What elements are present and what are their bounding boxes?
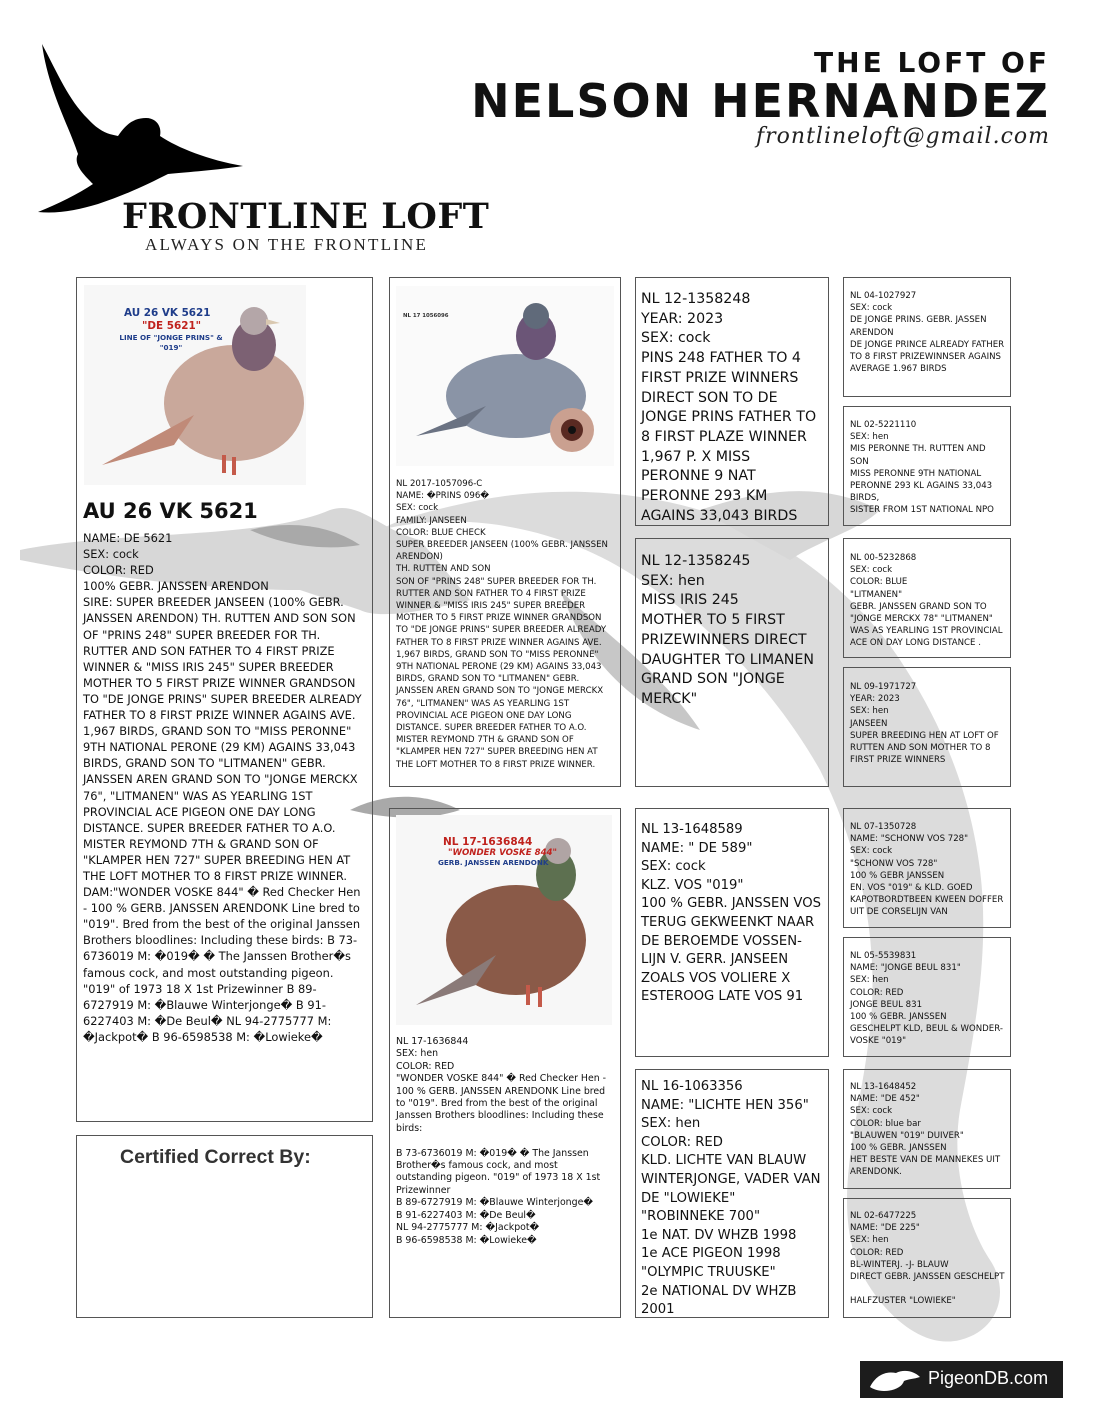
main-photo-label-line: LINE OF "JONGE PRINS" & "019" xyxy=(119,333,223,352)
brand-name: FRONTLINE LOFT xyxy=(122,196,490,237)
sire-sire-details: NL 12-1358248 YEAR: 2023 SEX: cock PINS 248 FATHER TO 4 FIRST PRIZE WINNERS DIRECT SON TO DE JONGE PRINS FATHER TO 8 FIRST PLAZE WINNER 1,967 P. X MISS PERONNE 9 NAT PERONNE 293 KM AGAINS 33,043 BIRDS xyxy=(641,291,817,524)
ggp-details-6: NL 05-5539831 NAME: "JONGE BEUL 831" SEX: hen COLOR: RED JONGE BEUL 831 100 % GEBR. JANSSEN GESCHELPT KLD, BEUL & WONDER-VOSKE "019" xyxy=(850,951,1003,1047)
dam-photo-label-ring: NL 17-1636844 xyxy=(443,836,533,848)
main-photo-label-name: "DE 5621" xyxy=(142,320,202,332)
ggp-details-7: NL 13-1648452 NAME: "DE 452" SEX: cock COLOR: blue bar "BLAUWEN "019" DUIVER" 100 % GEBR. JANSSEN HET BESTE VAN DE MANNEKES UIT ARENDONK. xyxy=(850,1082,1001,1178)
main-bird-title: AU 26 VK 5621 xyxy=(83,499,258,523)
main-bird-details: NAME: DE 5621 SEX: cock COLOR: RED 100% GEBR. JANSSEN ARENDON SIRE: SUPER BREEDER JANSEEN (100% GEBR. JANSSEN ARENDON) TH. RUTTEN AND SON SON OF "PRINS 248" SUPER BREEDER FOR TH. RUTTER AND SON FATHER TO 4 FIRST PRIZE WINNER & "MISS IRIS 245" SUPER BREEDER MOTHER TO 5 FIRST PRIZE WINNER GRANDSON TO "DE JONGE PRINS" SUPER BREEDER ALREADY FATHER TO 8 FIRST PRIZE WINNER AGAINS AVE. 1,967 BIRDS, GRAND SON TO "MISS PERONNE" 9TH NATIONAL PERONE (29 KM) AGAINS 33,043 BIRDS, GRAND SON TO "LITMANEN" GEBR. JANSSEN AREN GRAND SON TO "JONGE MERCKX 76", "LITMANEN" WAS AS YEARLING 1ST PROVINCIAL ACE PIGEON ONE DAY LONG DISTANCE. SUPER BREEDER FATHER TO A.O. MISTER REYMOND 7TH & GRAND SON OF "KLAMPER HEN 727" SUPER BREEDING HEN AT THE LOFT MOTHER TO 8 FIRST PRIZE WINNER. DAM:"WONDER VOSKE 844" � Red Checker Hen - 100 % GERB. JANSSEN ARENDONK Line bred to "019". Bred from the best of the original Janssen Brothers bloodlines: Including these birds: B 73-6736019 M: �019� � The Janssen Brother�s famous cock, and most outstanding pigeon. "019" of 1973 18 X 1st Prizewinner B 89-6727919 M: �Blauwe Winterjonge� B 91-6227403 M: �De Beul� NL 94-2775777 M: �Jackpot� B 96-6598538 M: �Lowieke� xyxy=(83,531,362,1044)
dam-photo-label-line: GERB. JANSSEN ARENDONK xyxy=(438,858,549,867)
header-owner-name: NELSON HERNANDEZ xyxy=(471,74,1050,128)
certified-label: Certified Correct By: xyxy=(120,1146,311,1168)
sire-details: NL 2017-1057096-C NAME: �PRINS 096� SEX: cock FAMILY: JANSEEN COLOR: BLUE CHECK SUPER BREEDER JANSEEN (100% GEBR. JANSSEN ARENDON) TH. RUTTEN AND SON SON OF "PRINS 248" SUPER BREEDER FOR TH. RUTTER AND SON FATHER TO 4 FIRST PRIZE WINNER & "MISS IRIS 245" SUPER BREEDER MOTHER TO 5 FIRST PRIZE WINNER GRANDSON TO "DE JONGE PRINS" SUPER BREEDER ALREADY FATHER TO 8 FIRST PRIZE WINNER AGAINS AVE. 1,967 BIRDS, GRAND SON TO "MISS PERONNE" 9TH NATIONAL PERONE (29 KM) AGAINS 33,043 BIRDS, GRAND SON TO "LITMANEN" GEBR. JANSSEN AREN GRAND SON TO "JONGE MERCKX 76", "LITMANEN" WAS AS YEARLING 1ST PROVINCIAL ACE PIGEON ONE DAY LONG DISTANCE. SUPER BREEDER FATHER TO A.O. MISTER REYMOND 7TH & GRAND SON OF "KLAMPER HEN 727" SUPER BREEDING HEN AT THE LOFT MOTHER TO 8 FIRST PRIZE WINNER. xyxy=(396,479,608,770)
ggp-details-3: NL 00-5232868 SEX: cock COLOR: BLUE "LITMANEN" GEBR. JANSSEN GRAND SON TO "JONGE MERCKX 78" "LITMANEN" WAS AS YEARLING 1ST PROVINCIAL ACE ON DAY LONG DISTANCE . xyxy=(850,553,1003,649)
dam-details: NL 17-1636844 SEX: hen COLOR: RED "WONDER VOSKE 844" � Red Checker Hen - 100 % GERB. JANSSEN ARENDONK Line bred to "019". Bred from the best of the original Janssen Brothers bloodlines: Including these birds: B 73-6736019 M: �019� � The Janssen Brother�s famous cock, and most outstanding pigeon. "019" of 1973 18 X 1st Prizewinner B 89-6727919 M: �Blauwe Winterjonge� B 91-6227403 M: �De Beul� NL 94-2775777 M: �Jackpot� B 96-6598538 M: �Lowieke� xyxy=(396,1036,607,1246)
sire-dam-details: NL 12-1358245 SEX: hen MISS IRIS 245 MOTHER TO 5 FIRST PRIZEWINNERS DIRECT DAUGHTER TO LIMANEN GRAND SON "JONGE MERCK" xyxy=(641,553,814,707)
bird-logo-icon xyxy=(38,44,248,216)
ggp-details-4: NL 09-1971727 YEAR: 2023 SEX: hen JANSEEN SUPER BREEDING HEN AT LOFT OF RUTTEN AND SON MOTHER TO 8 FIRST PRIZE WINNERS xyxy=(850,682,999,766)
main-photo-label-ring: AU 26 VK 5621 xyxy=(124,307,211,319)
dam-sire-details: NL 13-1648589 NAME: " DE 589" SEX: cock KLZ. VOS "019" 100 % GEBR. JANSSEN VOS TERUG GEKWEENKT NAAR DE BEROEMDE VOSSEN-LIJN V. GERR. JANSEEN ZOALS VOS VOLIERE X ESTEROOG LATE VOS 91 xyxy=(641,822,821,1005)
brand-tagline: ALWAYS ON THE FRONTLINE xyxy=(145,235,429,254)
ggp-details-2: NL 02-5221110 SEX: hen MIS PERONNE TH. RUTTEN AND SON MISS PERONNE 9TH NATIONAL PERONNE 293 KL AGAINS 33,043 BIRDS, SISTER FROM 1ST NATIONAL NPO xyxy=(850,420,994,516)
header-email: frontlineloft@gmail.com xyxy=(756,124,1050,149)
header-the-loft-of: THE LOFT OF xyxy=(814,46,1050,79)
pigeondb-logo-icon xyxy=(868,1367,922,1393)
pigeondb-label: PigeonDB.com xyxy=(928,1368,1049,1388)
dam-photo-label-name: "WONDER VOSKE 844" xyxy=(448,848,557,858)
ggp-details-1: NL 04-1027927 SEX: cock DE JONGE PRINS. GEBR. JASSEN ARENDON DE JONGE PRINCE ALREADY FATHER TO 8 FIRST PRIZEWINNSER AGAINS AVERAGE 1.967 BIRDS xyxy=(850,291,1005,375)
ggp-details-8: NL 02-6477225 NAME: "DE 225" SEX: hen COLOR: RED BL-WINTERJ. -J- BLAUW DIRECT GEBR. JANSSEN GESCHELPT HALFZUSTER "LOWIEKE" xyxy=(850,1211,1005,1307)
sire-photo-label: NL 17 1056096 xyxy=(403,313,449,319)
ggp-details-5: NL 07-1350728 NAME: "SCHONW VOS 728" SEX: cock "SCHONW VOS 728" 100 % GEBR JANSSEN EN. VOS "019" & KLD. GOED KAPOTBORDTBEEN KWEEN DOFFER UIT DE CORSELIJN VAN xyxy=(850,822,1004,918)
dam-dam-details: NL 16-1063356 NAME: "LICHTE HEN 356" SEX: hen COLOR: RED KLD. LICHTE VAN BLAUW WINTERJONGE, VADER VAN DE "LOWIEKE" "ROBINNEKE 700" 1e NAT. DV WHZB 1998 1e ACE PIGEON 1998 "OLYMPIC TRUUSKE" 2e NATIONAL DV WHZB 2001 xyxy=(641,1079,821,1318)
pigeondb-badge[interactable] xyxy=(860,1361,1063,1398)
